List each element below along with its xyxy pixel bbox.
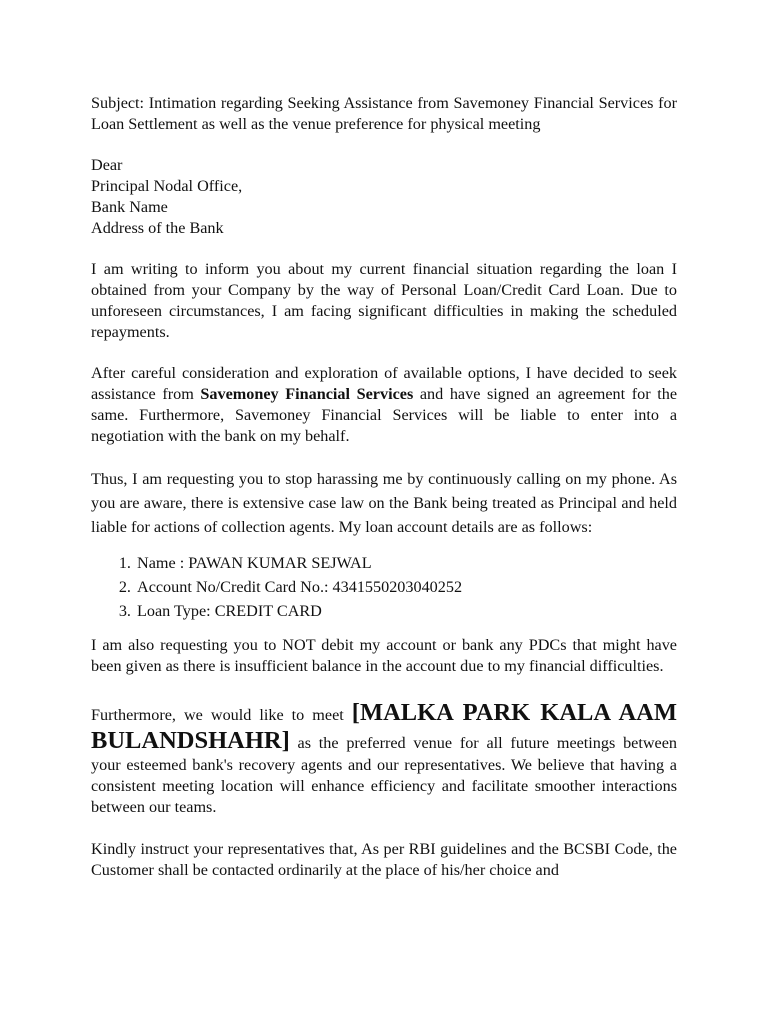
letter-subject: Subject: Intimation regarding Seeking Assistance from Savemoney Financial Services for Loan Settlement as well as the venue preference for physical meeting — [91, 94, 677, 133]
list-item: 3. Loan Type: CREDIT CARD — [135, 599, 677, 623]
venue-text-after: as the preferred venue for all future meetings between your esteemed bank's recovery agents and our representatives. We believe that having a consistent meeting location will enhance efficiency and facilitate smoother interactions between our teams. — [91, 733, 677, 816]
paragraph-no-debit: I am also requesting you to NOT debit my account or bank any PDCs that might have been given as there is insufficient balance in the account due to my financial difficulties. — [91, 636, 677, 676]
venue-text-before: Furthermore, we would like to meet — [91, 705, 352, 724]
letter-page — [91, 93, 677, 901]
paragraph-venue — [91, 699, 677, 818]
assistance-text-before: After careful consideration and exploration of available options, I have decided to seek assistance from — [91, 364, 677, 404]
paragraph-rbi-guidelines: Kindly instruct your representatives that, As per RBI guidelines and the BCSBI Code, the Customer shall be contacted ordinarily at the place of his/her choice and — [91, 839, 677, 879]
venue-name: [MALKA PARK KALA AAM BULANDSHAHR] — [91, 698, 677, 754]
recipient-office: Principal Nodal Office, — [91, 177, 243, 196]
paragraph-financial-situation: I am writing to inform you about my current financial situation regarding the loan I obtained from your Company by the way of Personal Loan/Credit Card Loan. Due to unforeseen circumstances, I am facing significant difficulties in making the scheduled repayments. — [91, 260, 677, 341]
company-name: Savemoney Financial Services — [200, 385, 414, 404]
recipient-block — [91, 155, 677, 238]
list-item: 1. Name : PAWAN KUMAR SEJWAL — [135, 551, 677, 575]
account-details-list — [91, 551, 677, 623]
paragraph-harassment: Thus, I am requesting you to stop harassing me by continuously calling on my phone. As you are aware, there is extensive case law on the Bank being treated as Principal and held liable for actions of collection agents. My loan account details are as follows: — [91, 470, 677, 537]
salutation: Dear — [91, 156, 123, 175]
paragraph-assistance — [91, 363, 677, 446]
list-item: 2. Account No/Credit Card No.: 4341550203040252 — [135, 575, 677, 599]
assistance-text-after: and have signed an agreement for the same. Furthermore, Savemoney Financial Services will be liable to enter into a negotiation with the bank on my behalf. — [91, 385, 678, 445]
recipient-bank-address: Address of the Bank — [91, 218, 224, 237]
recipient-bank-name: Bank Name — [91, 197, 168, 216]
